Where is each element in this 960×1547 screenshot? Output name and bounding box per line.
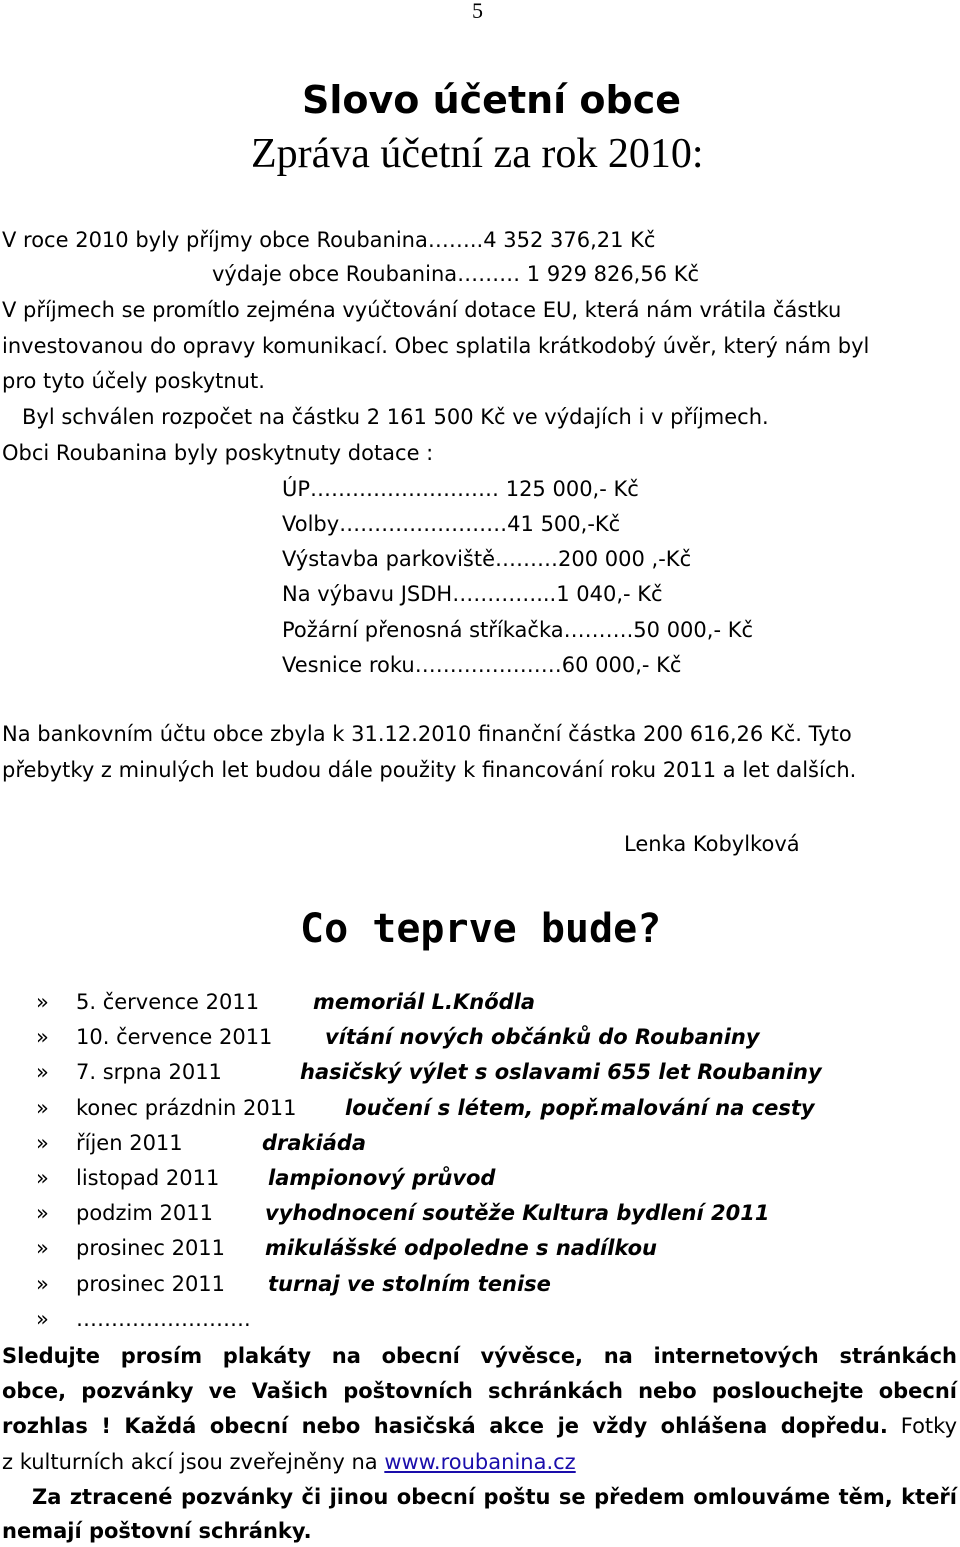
budget-line: Byl schválen rozpočet na částku 2 161 500 Kč ve výdajích i v příjmech. bbox=[22, 405, 769, 429]
event-date: 10. července 2011 bbox=[76, 1025, 273, 1049]
notice-line: obce, pozvánky ve Vašich poštovních schránkách nebo poslouchejte obecní bbox=[2, 1379, 957, 1403]
apology-line: Za ztracené pozvánky či jinou obecní poštu se předem omlouváme těm, kteří bbox=[32, 1485, 957, 1509]
event-name: mikulášské odpoledne s nadílkou bbox=[265, 1236, 657, 1260]
report-text-line: pro tyto účely poskytnut. bbox=[2, 369, 265, 393]
event-date: prosinec 2011 bbox=[76, 1272, 226, 1296]
signature: Lenka Kobylková bbox=[624, 832, 800, 856]
notice-tail-text: Fotky bbox=[887, 1414, 957, 1438]
event-date: 7. srpna 2011 bbox=[76, 1060, 222, 1084]
event-date: říjen 2011 bbox=[76, 1131, 183, 1155]
report-income-line: V roce 2010 byly příjmy obce Roubanina……..4 352 376,21 Kč bbox=[2, 228, 656, 252]
grants-intro: Obci Roubanina byly poskytnuty dotace : bbox=[2, 441, 434, 465]
grant-item: Vesnice roku…………………60 000,- Kč bbox=[282, 653, 682, 677]
event-name: vyhodnocení soutěže Kultura bydlení 2011 bbox=[265, 1201, 770, 1225]
page-number: 5 bbox=[472, 0, 483, 23]
notice-line bbox=[2, 1450, 576, 1474]
grant-item: Požární přenosná stříkačka……….50 000,- Kč bbox=[282, 618, 754, 642]
notice-line bbox=[2, 1414, 957, 1438]
event-date: prosinec 2011 bbox=[76, 1236, 226, 1260]
event-date: konec prázdnin 2011 bbox=[76, 1096, 297, 1120]
event-bullet: » bbox=[36, 1060, 49, 1084]
event-name: memoriál L.Knődla bbox=[313, 990, 536, 1014]
event-name: vítání nových občánků do Roubaniny bbox=[325, 1025, 760, 1049]
event-date: 5. července 2011 bbox=[76, 990, 260, 1014]
grant-item: Na výbavu JSDH…………...1 040,- Kč bbox=[282, 582, 663, 606]
notice-bold-text: rozhlas ! Každá obecní nebo hasičská akce je vždy ohlášena dopředu. bbox=[2, 1414, 888, 1438]
event-bullet: » bbox=[36, 1236, 49, 1260]
grant-item: Volby……………………41 500,-Kč bbox=[282, 512, 621, 536]
report-subtitle: Zpráva účetní za rok 2010: bbox=[251, 131, 704, 177]
report-text-line: investovanou do opravy komunikací. Obec splatila krátkodobý úvěr, který nám byl bbox=[2, 334, 870, 358]
event-bullet: » bbox=[36, 990, 49, 1014]
event-bullet: » bbox=[36, 1166, 49, 1190]
event-name: drakiáda bbox=[262, 1131, 367, 1155]
event-name: turnaj ve stolním tenise bbox=[268, 1272, 551, 1296]
event-bullet: » bbox=[36, 1272, 49, 1296]
event-date: listopad 2011 bbox=[76, 1166, 220, 1190]
event-bullet: » bbox=[36, 1025, 49, 1049]
event-bullet: » bbox=[36, 1307, 49, 1331]
apology-line: nemají poštovní schránky. bbox=[2, 1519, 312, 1543]
grant-item: Výstavba parkoviště………200 000 ,-Kč bbox=[282, 547, 692, 571]
balance-line: přebytky z minulých let budou dále použity k financování roku 2011 a let dalších. bbox=[2, 758, 857, 782]
report-text-line: V příjmech se promítlo zejména vyúčtování dotace EU, která nám vrátila částku bbox=[2, 298, 842, 322]
notice-line: Sledujte prosím plakáty na obecní vývěsce, na internetových stránkách bbox=[2, 1344, 957, 1368]
event-name: hasičský výlet s oslavami 655 let Roubaniny bbox=[300, 1060, 822, 1084]
section-title: Slovo účetní obce bbox=[302, 78, 682, 122]
event-bullet: » bbox=[36, 1131, 49, 1155]
event-bullet: » bbox=[36, 1201, 49, 1225]
balance-line: Na bankovním účtu obce zbyla k 31.12.2010 finanční částka 200 616,26 Kč. Tyto bbox=[2, 722, 852, 746]
event-name: lampionový průvod bbox=[268, 1166, 496, 1190]
event-bullet: » bbox=[36, 1096, 49, 1120]
report-expense-line: výdaje obce Roubanina……… 1 929 826,56 Kč bbox=[212, 262, 700, 286]
events-title: Co teprve bude? bbox=[300, 906, 662, 952]
notice-link-intro: z kulturních akcí jsou zveřejněny na bbox=[2, 1450, 385, 1474]
website-link[interactable]: www.roubanina.cz bbox=[384, 1450, 576, 1474]
grant-item: ÚP……………………… 125 000,- Kč bbox=[282, 477, 639, 501]
event-name: loučení s létem, popř.malování na cesty bbox=[345, 1096, 815, 1120]
event-date: podzim 2011 bbox=[76, 1201, 213, 1225]
event-date: ……………………. bbox=[76, 1307, 251, 1331]
